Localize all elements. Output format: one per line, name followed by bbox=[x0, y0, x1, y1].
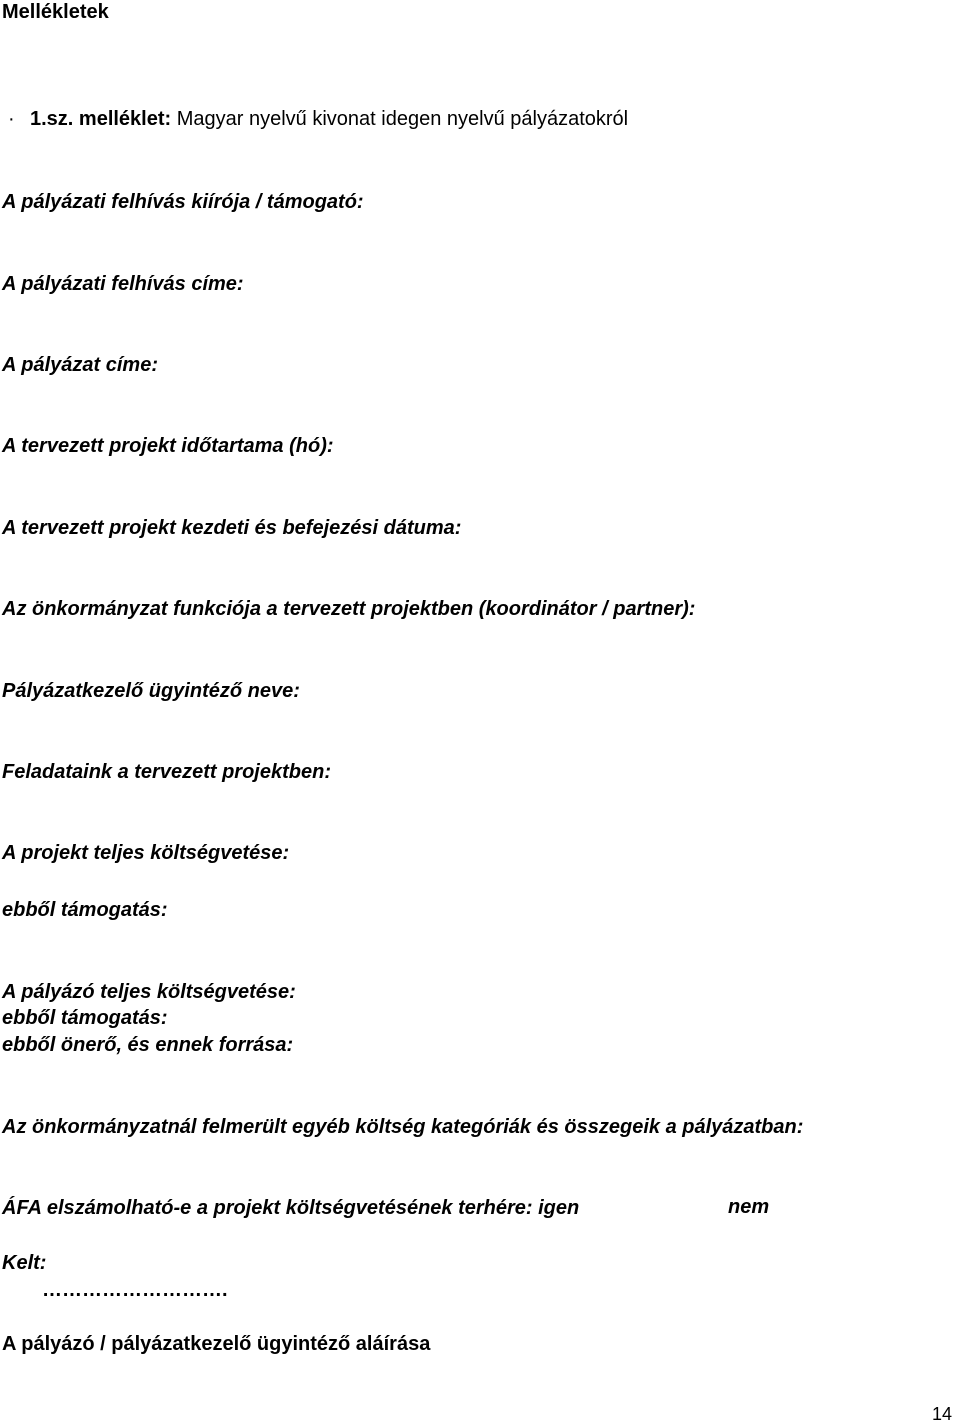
date-label: Kelt: bbox=[2, 1252, 47, 1274]
signature-line: A pályázó / pályázatkezelő ügyintéző aláírása bbox=[2, 1333, 431, 1355]
field-call-title: A pályázati felhívás címe: bbox=[2, 273, 244, 295]
field-project-budget: A projekt teljes költségvetése: bbox=[2, 842, 290, 864]
field-own-contribution: ebből önerő, és ennek forrása: bbox=[2, 1034, 294, 1056]
page-number: 14 bbox=[931, 1404, 952, 1424]
field-tasks: Feladataink a tervezett projektben: bbox=[2, 761, 331, 783]
field-administrator-name: Pályázatkezelő ügyintéző neve: bbox=[2, 680, 300, 702]
annex-heading bbox=[8, 107, 628, 131]
vat-no-option: nem bbox=[728, 1196, 770, 1218]
field-issuer: A pályázati felhívás kiírója / támogató: bbox=[2, 191, 364, 213]
field-dates: A tervezett projekt kezdeti és befejezési dátuma: bbox=[2, 517, 462, 539]
section-title: Mellékletek bbox=[2, 1, 109, 23]
field-other-costs: Az önkormányzatnál felmerült egyéb költség kategóriák és összegeik a pályázatban: bbox=[2, 1116, 804, 1138]
field-applicant-support: ebből támogatás: bbox=[2, 1007, 168, 1029]
field-vat-question: ÁFA elszámolható-e a projekt költségvetésének terhére: igen bbox=[2, 1197, 580, 1219]
field-duration: A tervezett projekt időtartama (hó): bbox=[2, 435, 334, 457]
bullet-dot: · bbox=[8, 108, 15, 130]
field-municipality-role: Az önkormányzat funkciója a tervezett projektben (koordinátor / partner): bbox=[2, 598, 696, 620]
annex-title: Magyar nyelvű kivonat idegen nyelvű pályázatokról bbox=[171, 108, 629, 130]
field-project-support: ebből támogatás: bbox=[2, 899, 168, 921]
annex-number: 1.sz. melléklet: bbox=[30, 108, 172, 130]
date-dots: ………………………. bbox=[42, 1279, 228, 1301]
field-applicant-budget: A pályázó teljes költségvetése: bbox=[2, 981, 296, 1003]
field-application-title: A pályázat címe: bbox=[2, 354, 158, 376]
